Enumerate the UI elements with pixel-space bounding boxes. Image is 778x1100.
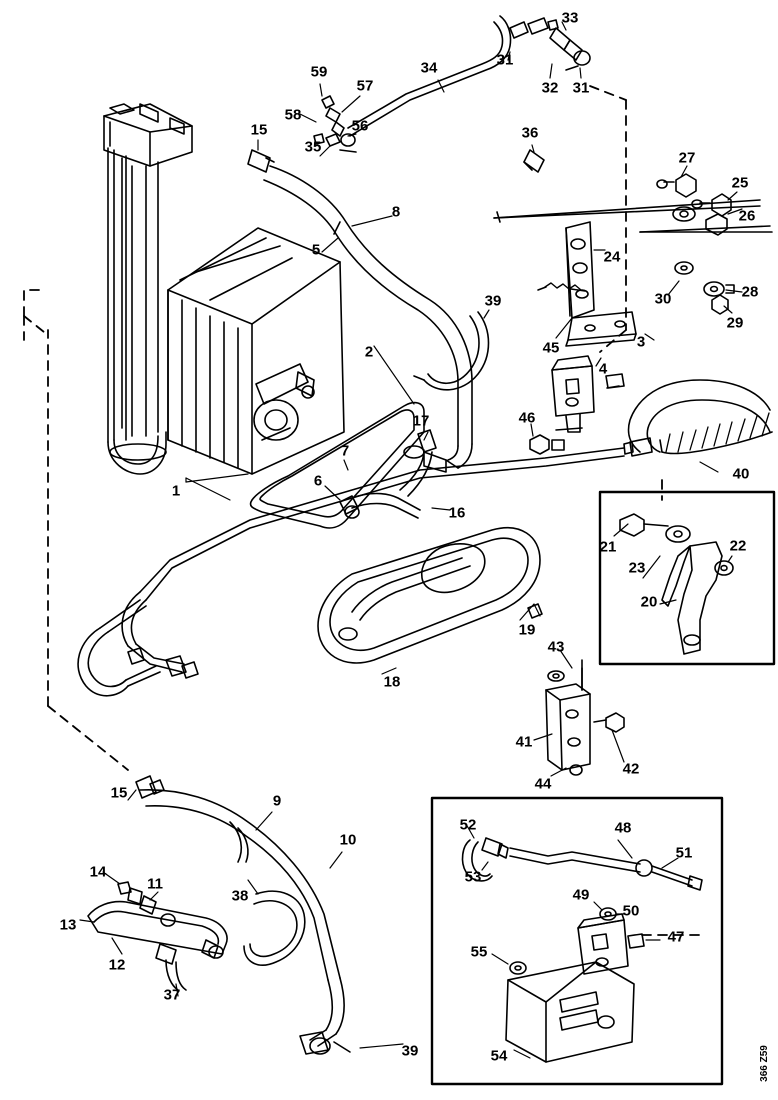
callout-number: 16 [448, 504, 466, 522]
callout-number: 41 [515, 733, 533, 751]
callout-number: 1 [171, 482, 181, 500]
callout-number: 19 [518, 621, 536, 639]
callout-number: 5 [311, 241, 321, 259]
callout-number: 31 [572, 79, 590, 97]
callout-number: 25 [731, 174, 749, 192]
callout-number: 28 [741, 283, 759, 301]
callout-number: 27 [678, 149, 696, 167]
callout-number: 51 [675, 844, 693, 862]
callout-number: 9 [272, 792, 282, 810]
callout-number: 36 [521, 124, 539, 142]
callout-number: 32 [541, 79, 559, 97]
callout-number: 24 [603, 248, 621, 266]
callout-number: 35 [304, 138, 322, 156]
callout-number: 7 [340, 442, 350, 460]
callout-number: 39 [484, 292, 502, 310]
callout-number: 4 [598, 360, 608, 378]
callout-number: 47 [667, 928, 685, 946]
callout-number: 15 [250, 121, 268, 139]
callout-number: 37 [163, 986, 181, 1004]
callout-number: 50 [622, 902, 640, 920]
callout-number: 31 [496, 51, 514, 69]
callout-number: 29 [726, 314, 744, 332]
callout-number: 58 [284, 106, 302, 124]
callout-number: 12 [108, 956, 126, 974]
callout-number: 42 [622, 760, 640, 778]
diagram-code: 366 Z59 [758, 1045, 770, 1082]
callout-number: 10 [339, 831, 357, 849]
callout-number: 2 [364, 343, 374, 361]
callout-number: 45 [542, 339, 560, 357]
callout-number: 6 [313, 472, 323, 490]
callout-number: 20 [640, 593, 658, 611]
callout-number: 33 [561, 9, 579, 27]
callout-number: 26 [738, 207, 756, 225]
callout-number: 56 [351, 117, 369, 135]
callout-number: 3 [636, 333, 646, 351]
callout-number: 44 [534, 775, 552, 793]
callout-number: 48 [614, 819, 632, 837]
callout-number: 11 [147, 875, 163, 893]
callout-number: 21 [599, 538, 617, 556]
callout-number: 23 [628, 559, 646, 577]
callout-number: 49 [572, 886, 590, 904]
callout-number: 18 [383, 673, 401, 691]
callout-number: 43 [547, 638, 565, 656]
callout-number: 38 [231, 887, 249, 905]
callout-number: 59 [310, 63, 328, 81]
callout-number: 22 [729, 537, 747, 555]
callout-number: 13 [59, 916, 77, 934]
callout-number: 39 [401, 1042, 419, 1060]
callout-number: 30 [654, 290, 672, 308]
callout-number: 57 [356, 77, 374, 95]
callout-number: 55 [470, 943, 488, 961]
callout-number: 17 [412, 412, 430, 430]
callout-number: 54 [490, 1047, 508, 1065]
callout-number: 8 [391, 203, 401, 221]
callout-number: 14 [89, 863, 107, 881]
callout-number: 53 [464, 868, 482, 886]
callout-number: 40 [732, 465, 750, 483]
callout-number: 34 [420, 59, 438, 77]
callout-number: 46 [518, 409, 536, 427]
callout-number: 52 [459, 816, 477, 834]
callout-number: 15 [110, 784, 128, 802]
